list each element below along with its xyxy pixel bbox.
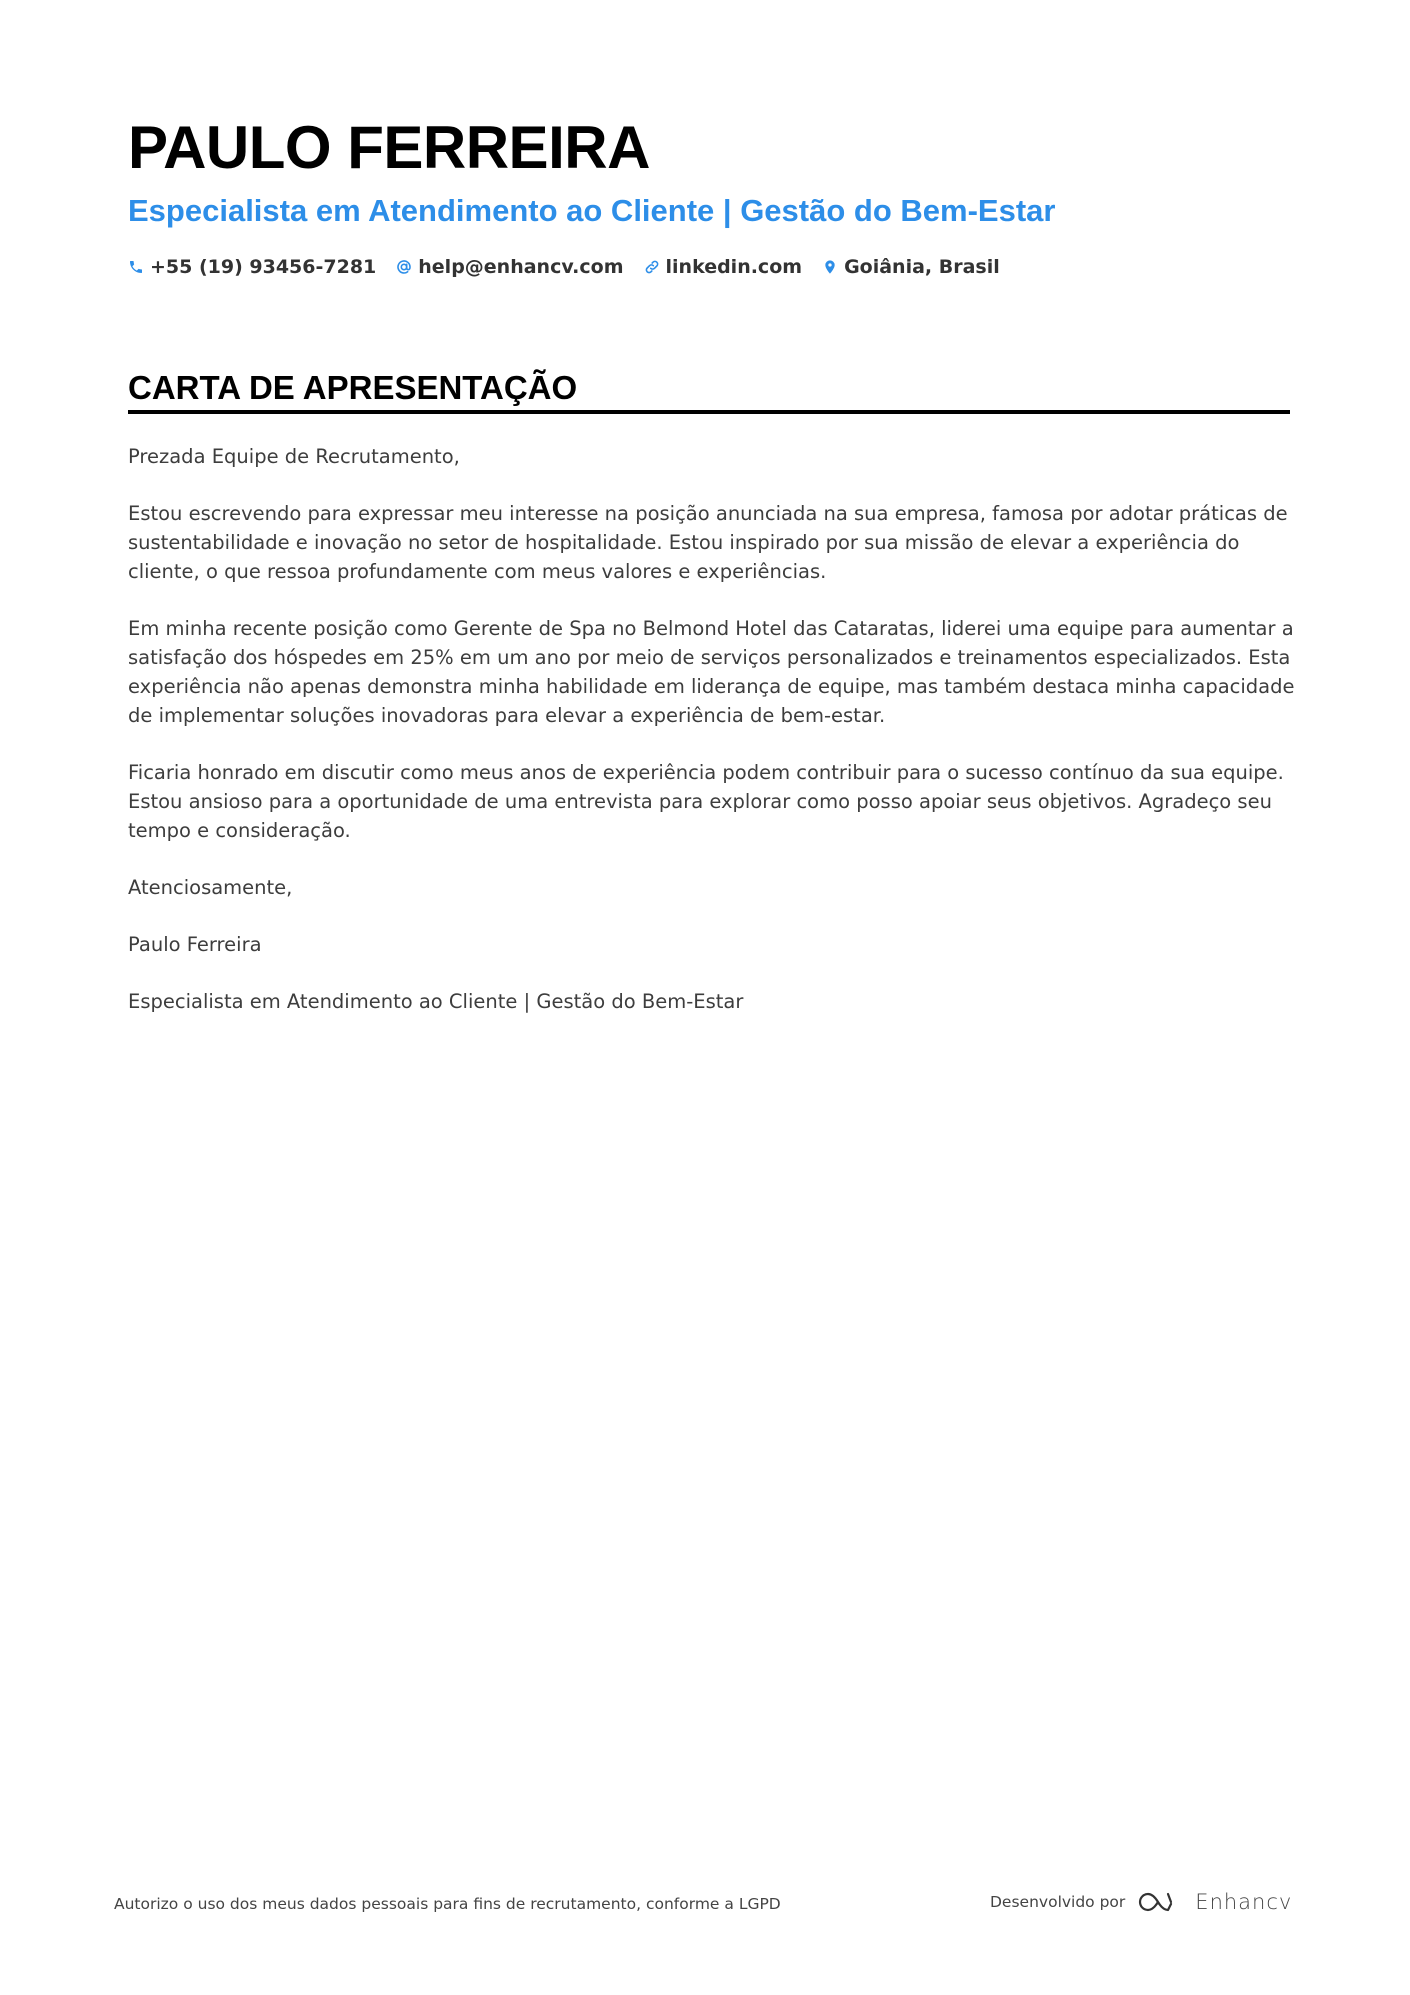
powered-by[interactable] xyxy=(990,1886,1292,1918)
contact-email xyxy=(396,256,623,278)
contact-linkedin xyxy=(644,256,803,278)
location-pin-icon xyxy=(822,259,838,275)
contact-bar xyxy=(128,254,1020,280)
candidate-name: PAULO FERREIRA xyxy=(128,114,650,181)
letter-paragraph: Ficaria honrado em discutir como meus anos de experiência podem contribuir para o sucesso contínuo da sua equipe. Estou ansioso para a oportunidade de uma entrevista para explorar como posso apoiar seus objetivos. Agradeço seu tempo e consideração. xyxy=(128,761,1284,842)
location-text: Goiânia, Brasil xyxy=(844,256,1000,278)
consent-notice: Autorizo o uso dos meus dados pessoais para fins de recrutamento, conforme a LGPD xyxy=(114,1895,781,1913)
phone-icon xyxy=(128,259,144,275)
contact-phone xyxy=(128,256,376,278)
enhancv-logo-icon xyxy=(1137,1890,1183,1914)
signature-name: Paulo Ferreira xyxy=(128,933,262,956)
at-icon xyxy=(396,259,412,275)
section-divider xyxy=(128,410,1290,414)
brand-name: Enhancv xyxy=(1195,1890,1293,1914)
letter-paragraph: Estou escrevendo para expressar meu interesse na posição anunciada na sua empresa, famosa por adotar práticas de sustentabilidade e inovação no setor de hospitalidade. Estou inspirado por sua missão de elevar a experiência do cliente, o que ressoa profundamente com meus valores e experiências. xyxy=(128,502,1288,583)
letter-greeting: Prezada Equipe de Recrutamento, xyxy=(128,445,460,468)
email-link[interactable]: help@enhancv.com xyxy=(418,256,624,278)
section-title: CARTA DE APRESENTAÇÃO xyxy=(128,369,578,406)
letter-paragraph: Em minha recente posição como Gerente de Spa no Belmond Hotel das Cataratas, liderei uma equipe para aumentar a satisfação dos hóspedes em 25% em um ano por meio de serviços personalizados e treinamentos especializados. Esta experiência não apenas demonstra minha habilidade em liderança de equipe, mas também destaca minha capacidade de implementar soluções inovadoras para elevar a experiência de bem-estar. xyxy=(128,617,1295,727)
linkedin-link[interactable]: linkedin.com xyxy=(665,256,803,278)
letter-closing: Atenciosamente, xyxy=(128,876,293,899)
signature-title: Especialista em Atendimento ao Cliente | Gestão do Bem-Estar xyxy=(128,990,744,1013)
letter-body xyxy=(128,442,1298,1044)
contact-location xyxy=(822,256,1000,278)
phone-text[interactable]: +55 (19) 93456-7281 xyxy=(150,256,377,278)
powered-by-label: Desenvolvido por xyxy=(990,1893,1126,1911)
candidate-title: Especialista em Atendimento ao Cliente | Gestão do Bem-Estar xyxy=(128,193,1056,228)
link-icon xyxy=(644,259,660,275)
